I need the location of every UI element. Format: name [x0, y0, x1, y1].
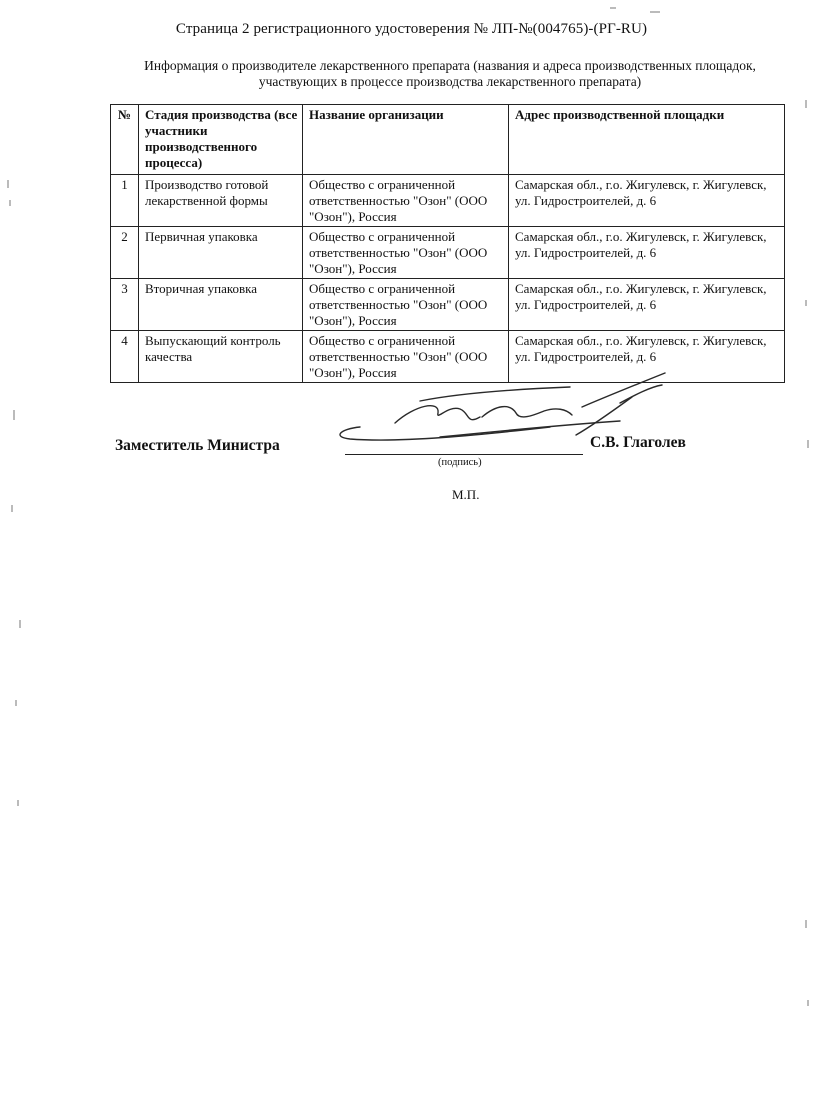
row-stage: Вторичная упаковка	[139, 279, 303, 331]
row-org: Общество с ограниченной ответственностью "Озон" (ООО "Озон"), Россия	[303, 331, 509, 383]
subtitle-line-2: участвующих в процессе производства лекарственного препарата)	[258, 74, 642, 89]
subtitle-line-1: Информация о производителе лекарственного препарата (названия и адреса производственных площадок,	[144, 58, 756, 73]
row-stage: Производство готовой лекарственной формы	[139, 175, 303, 227]
row-org: Общество с ограниченной ответственностью "Озон" (ООО "Озон"), Россия	[303, 227, 509, 279]
row-num: 1	[111, 175, 139, 227]
row-num: 3	[111, 279, 139, 331]
row-org: Общество с ограниченной ответственностью "Озон" (ООО "Озон"), Россия	[303, 279, 509, 331]
table-row	[111, 279, 785, 331]
table-row	[111, 227, 785, 279]
row-stage: Первичная упаковка	[139, 227, 303, 279]
signature-line	[345, 454, 583, 455]
header-num: №	[111, 105, 139, 175]
signer-position: Заместитель Министра	[115, 437, 280, 454]
row-address: Самарская обл., г.о. Жигулевск, г. Жигулевск, ул. Гидростроителей, д. 6	[509, 227, 785, 279]
row-address: Самарская обл., г.о. Жигулевск, г. Жигулевск, ул. Гидростроителей, д. 6	[509, 279, 785, 331]
header-org: Название организации	[303, 105, 509, 175]
table-header-row	[111, 105, 785, 175]
row-num: 2	[111, 227, 139, 279]
stamp-place-label: М.П.	[452, 487, 480, 502]
subtitle	[100, 58, 800, 90]
manufacturer-table	[110, 104, 785, 383]
row-org: Общество с ограниченной ответственностью "Озон" (ООО "Озон"), Россия	[303, 175, 509, 227]
signature-caption: (подпись)	[438, 457, 482, 468]
header-address: Адрес производственной площадки	[509, 105, 785, 175]
signer-name: С.В. Глаголев	[590, 434, 686, 451]
row-stage: Выпускающий контроль качества	[139, 331, 303, 383]
row-address: Самарская обл., г.о. Жигулевск, г. Жигулевск, ул. Гидростроителей, д. 6	[509, 175, 785, 227]
row-address: Самарская обл., г.о. Жигулевск, г. Жигулевск, ул. Гидростроителей, д. 6	[509, 331, 785, 383]
row-num: 4	[111, 331, 139, 383]
header-stage: Стадия производства (все участники производственного процесса)	[139, 105, 303, 175]
page-title: Страница 2 регистрационного удостоверения № ЛП-№(004765)-(РГ-RU)	[175, 21, 648, 37]
signature-block	[0, 432, 823, 472]
table-row	[111, 175, 785, 227]
